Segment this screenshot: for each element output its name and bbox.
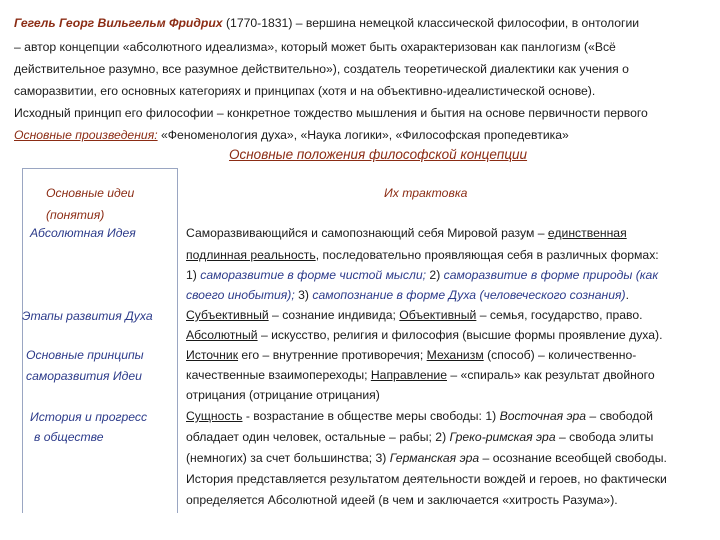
absolute-idea-text-4: своего инобытия); 3) самопознание в форме Духа (человеческого сознания). <box>186 288 629 302</box>
left-header-1: Основные идеи <box>46 186 135 200</box>
left-header-2: (понятия) <box>46 208 105 222</box>
absolute-idea-text-3: 1) саморазвитие в форме чистой мысли; 2) саморазвитие в форме природы (как <box>186 268 659 282</box>
idea-history-2: в обществе <box>34 430 104 444</box>
intro-line-1 <box>14 16 639 31</box>
absolute-idea-text-2: подлинная реальность, последовательно проявляющая себя в различных формах: <box>186 248 659 262</box>
right-header: Их трактовка <box>384 186 468 200</box>
stages-text-1: Субъективный – сознание индивида; Объективный – семья, государство, право. <box>186 308 643 322</box>
idea-principles-1: Основные принципы <box>26 348 144 362</box>
principles-text-2: качественные взаимопереходы; Направление – «спираль» как результат двойного <box>186 368 655 382</box>
principles-text-1: Источник его – внутренние противоречия; Механизм (способ) – количественно- <box>186 348 637 362</box>
history-text-3: (немногих) за счет большинства; 3) Германская эра – осознание всеобщей свободы. <box>186 451 667 465</box>
idea-principles-2: саморазвития Идеи <box>26 369 142 383</box>
idea-stages: Этапы развития Духа <box>22 309 153 323</box>
stages-text-2: Абсолютный – искусство, религия и философия (высшие формы проявление духа). <box>186 328 663 342</box>
intro-line-5: Исходный принцип его философии – конкретное тождество мышления и бытия на основе первичности первого <box>14 106 648 120</box>
works-label: Основные произведения: <box>14 128 158 142</box>
intro-line-2: – автор концепции «абсолютного идеализма», который может быть охарактеризован как панлогизм («Всё <box>14 40 616 54</box>
idea-absolute: Абсолютная Идея <box>30 226 136 240</box>
history-text-4: История представляется результатом деятельности вождей и героев, но фактически <box>186 472 667 486</box>
table-divider-rule <box>177 168 178 513</box>
table-top-rule <box>22 168 177 169</box>
philosopher-name: Гегель Георг Вильгельм Фридрих <box>14 16 223 30</box>
works-list: «Феноменология духа», «Наука логики», «Философская пропедевтика» <box>157 128 569 142</box>
idea-history-1: История и прогресс <box>30 410 148 424</box>
history-text-5: определяется Абсолютной идеей (в чем и заключается «хитрость Разума»). <box>186 493 618 507</box>
absolute-idea-text-1: Саморазвивающийся и самопознающий себя Мировой разум – единственная <box>186 226 627 240</box>
intro-line-4: саморазвитии, его основных категориях и принципах (хотя и на объективно-идеалистической основе). <box>14 84 596 98</box>
history-text-2: обладает один человек, остальные – рабы; 2) Греко-римская эра – свобода элиты <box>186 430 654 444</box>
philosopher-years: (1770-1831) – вершина немецкой классической философии, в онтологии <box>222 16 640 30</box>
history-text-1: Сущность - возрастание в обществе меры свободы: 1) Восточная эра – свободой <box>186 409 653 423</box>
intro-line-3: действительное разумно, все разумное действительно»), создатель теоретической диалектики как учения о <box>14 62 629 76</box>
principles-text-3: отрицания (отрицание отрицания) <box>186 388 380 402</box>
section-title: Основные положения философской концепции <box>229 147 528 162</box>
table-left-rule <box>22 168 23 513</box>
intro-works <box>14 128 569 143</box>
